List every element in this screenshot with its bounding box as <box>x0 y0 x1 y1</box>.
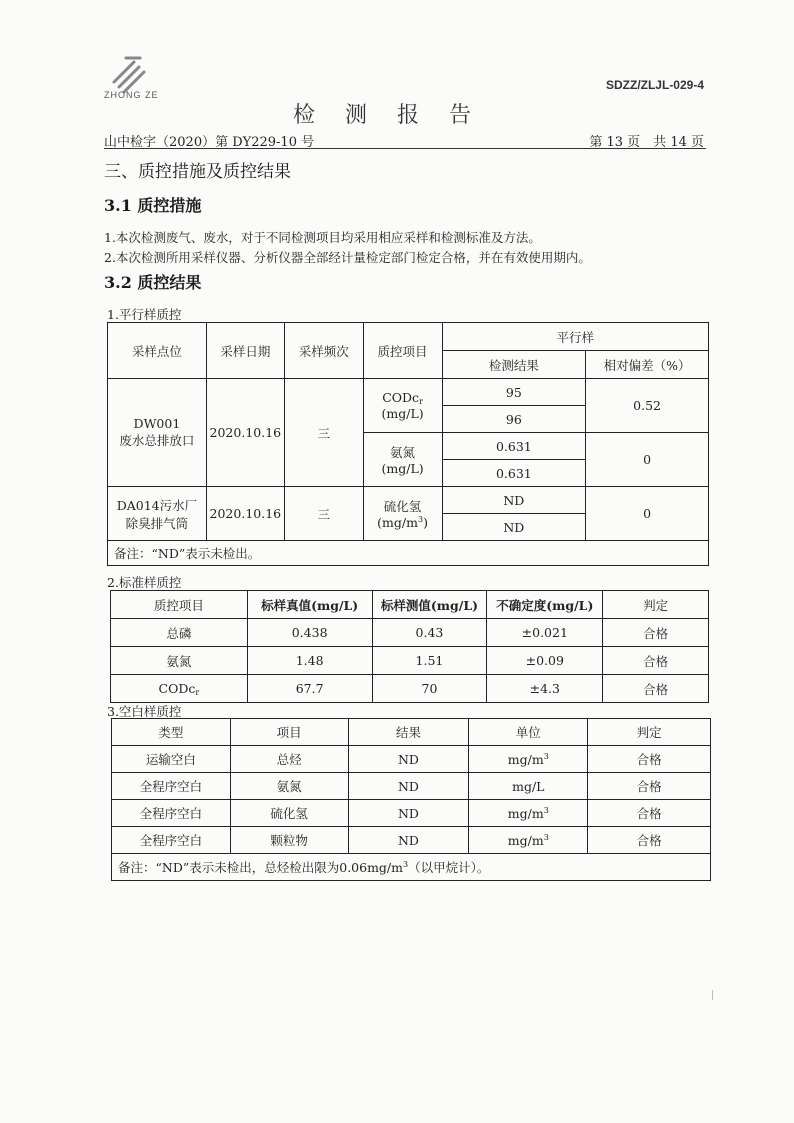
page-info: 第 13 页 共 14 页 <box>589 135 704 150</box>
blank-unit-text: mg/L <box>512 778 545 794</box>
h2s-deviation: 0 <box>586 487 709 541</box>
blank-header-result: 结果 <box>348 719 469 746</box>
std-uncertainty: ±0.09 <box>487 647 603 675</box>
std-uncertainty: ±0.021 <box>487 619 603 647</box>
blank-result: ND <box>348 827 469 854</box>
report-title: 检测报告 <box>292 103 501 128</box>
measure-paragraph-2: 2.本次检测所用采样仪器、分析仪器全部经计量检定部门检定合格，并在有效使用期内。 <box>104 250 591 265</box>
blank-note-superscript: 3 <box>403 860 409 869</box>
std-measured: 70 <box>372 675 487 703</box>
blank-item: 硫化氢 <box>230 800 348 827</box>
cod-result-2: 96 <box>442 406 586 433</box>
blank-header-item: 项目 <box>230 719 348 746</box>
table-row <box>112 773 711 800</box>
h2s-item <box>363 487 442 541</box>
header-point: 采样点位 <box>108 323 207 379</box>
table-row <box>111 675 709 703</box>
std-item: 氨氮 <box>111 647 248 675</box>
nh3-name: 氨氮 <box>390 445 416 460</box>
site1-cell <box>108 379 207 487</box>
blank-type: 全程序空白 <box>112 827 231 854</box>
h2s-unit-superscript: 3 <box>417 515 424 524</box>
h2s-name: 硫化氢 <box>383 499 422 514</box>
site1-name: 废水总排放口 <box>119 433 195 448</box>
parallel-sample-table <box>107 322 709 566</box>
site2-date: 2020.10.16 <box>206 487 284 541</box>
blank-header-unit: 单位 <box>469 719 588 746</box>
blank-caption: 3.空白样质控 <box>107 704 182 719</box>
table-row <box>112 827 711 854</box>
h2s-result-2: ND <box>442 514 586 541</box>
std-measured: 1.51 <box>372 647 487 675</box>
nh3-result-1: 0.631 <box>442 433 586 460</box>
standard-sample-table <box>110 590 709 703</box>
std-item-name: CODc <box>158 680 196 696</box>
logo-text: ZHONG ZE <box>104 90 159 100</box>
blank-result: ND <box>348 773 469 800</box>
blank-type: 全程序空白 <box>112 773 231 800</box>
subsection-results: 3.2 质控结果 <box>104 273 202 292</box>
site1-frequency: 三 <box>284 379 363 487</box>
std-item-subscript: r <box>195 687 200 697</box>
blank-type: 全程序空白 <box>112 800 231 827</box>
blank-unit-superscript: 3 <box>543 832 549 842</box>
header-frequency: 采样频次 <box>284 323 363 379</box>
blank-note-text: 备注：“ND”表示未检出，总烃检出限为0.06mg/m <box>118 860 403 875</box>
blank-header-type: 类型 <box>112 719 231 746</box>
table-row <box>111 619 709 647</box>
blank-judge: 合格 <box>588 773 711 800</box>
blank-note <box>112 854 711 881</box>
cod-unit: (mg/L) <box>381 406 424 421</box>
std-header-uncertainty: 不确定度(mg/L) <box>487 591 603 619</box>
parallel-note: 备注：“ND”表示未检出。 <box>108 541 709 566</box>
std-true: 0.438 <box>247 619 372 647</box>
blank-result: ND <box>348 800 469 827</box>
subsection-measures: 3.1 质控措施 <box>104 196 202 215</box>
table-row <box>111 647 709 675</box>
header-deviation: 相对偏差（%） <box>586 351 709 379</box>
blank-note-tail: （以甲烷计）。 <box>408 860 490 875</box>
std-item <box>111 675 248 703</box>
parallel-caption: 1.平行样质控 <box>107 307 182 322</box>
table-row <box>112 800 711 827</box>
blank-header-judge: 判定 <box>588 719 711 746</box>
std-item: 总磷 <box>111 619 248 647</box>
header-item: 质控项目 <box>363 323 442 379</box>
site1-date: 2020.10.16 <box>206 379 284 487</box>
std-header-judge: 判定 <box>603 591 709 619</box>
blank-unit-superscript: 3 <box>543 805 549 815</box>
blank-unit <box>469 773 588 800</box>
cod-subscript: r <box>419 397 423 406</box>
blank-unit-text: mg/m <box>507 832 544 848</box>
std-measured: 0.43 <box>372 619 487 647</box>
h2s-result-1: ND <box>442 487 586 514</box>
cod-name: CODc <box>382 390 420 405</box>
blank-unit <box>469 746 588 773</box>
std-judge: 合格 <box>603 647 709 675</box>
site1-code: DW001 <box>133 416 181 431</box>
blank-judge: 合格 <box>588 827 711 854</box>
site2-frequency: 三 <box>284 487 363 541</box>
blank-unit <box>469 800 588 827</box>
site2-name: 除臭排气筒 <box>125 515 189 531</box>
nh3-unit: (mg/L) <box>381 461 424 476</box>
section-heading: 三、质控措施及质控结果 <box>104 162 291 182</box>
site2-code: DA014污水厂 <box>116 497 198 513</box>
std-judge: 合格 <box>603 675 709 703</box>
h2s-unit: (mg/m <box>377 515 418 530</box>
table-row <box>112 746 711 773</box>
blank-judge: 合格 <box>588 746 711 773</box>
blank-item: 氨氮 <box>230 773 348 800</box>
blank-sample-table <box>111 718 711 881</box>
header-date: 采样日期 <box>206 323 284 379</box>
cod-deviation: 0.52 <box>586 379 709 433</box>
document-code: SDZZ/ZLJL-029-4 <box>605 78 704 92</box>
blank-unit-superscript: 3 <box>543 751 549 761</box>
report-number: 山中检字（2020）第 DY229-10 号 <box>104 135 315 150</box>
nh3-deviation: 0 <box>586 433 709 487</box>
blank-item: 总烃 <box>230 746 348 773</box>
std-header-true: 标样真值(mg/L) <box>247 591 372 619</box>
blank-unit-text: mg/m <box>507 805 544 821</box>
blank-judge: 合格 <box>588 800 711 827</box>
std-true: 1.48 <box>247 647 372 675</box>
header-result: 检测结果 <box>442 351 586 379</box>
h2s-unit-close: ) <box>423 515 428 530</box>
measure-paragraph-1: 1.本次检测废气、废水，对于不同检测项目均采用相应采样和检测标准及方法。 <box>104 230 541 245</box>
std-header-measured: 标样测值(mg/L) <box>372 591 487 619</box>
header-parallel-group: 平行样 <box>442 323 708 351</box>
cod-item <box>363 379 442 433</box>
std-header-item: 质控项目 <box>111 591 248 619</box>
nh3-result-2: 0.631 <box>442 460 586 487</box>
std-uncertainty: ±4.3 <box>487 675 603 703</box>
blank-type: 运输空白 <box>112 746 231 773</box>
blank-item: 颗粒物 <box>230 827 348 854</box>
blank-unit-text: mg/m <box>507 751 544 767</box>
std-judge: 合格 <box>603 619 709 647</box>
cod-result-1: 95 <box>442 379 586 406</box>
scan-mark <box>712 990 713 1000</box>
std-true: 67.7 <box>247 675 372 703</box>
header-rule <box>104 148 706 149</box>
nh3-item <box>363 433 442 487</box>
standard-caption: 2.标准样质控 <box>107 575 182 590</box>
blank-result: ND <box>348 746 469 773</box>
site2-cell <box>108 487 207 541</box>
blank-unit <box>469 827 588 854</box>
